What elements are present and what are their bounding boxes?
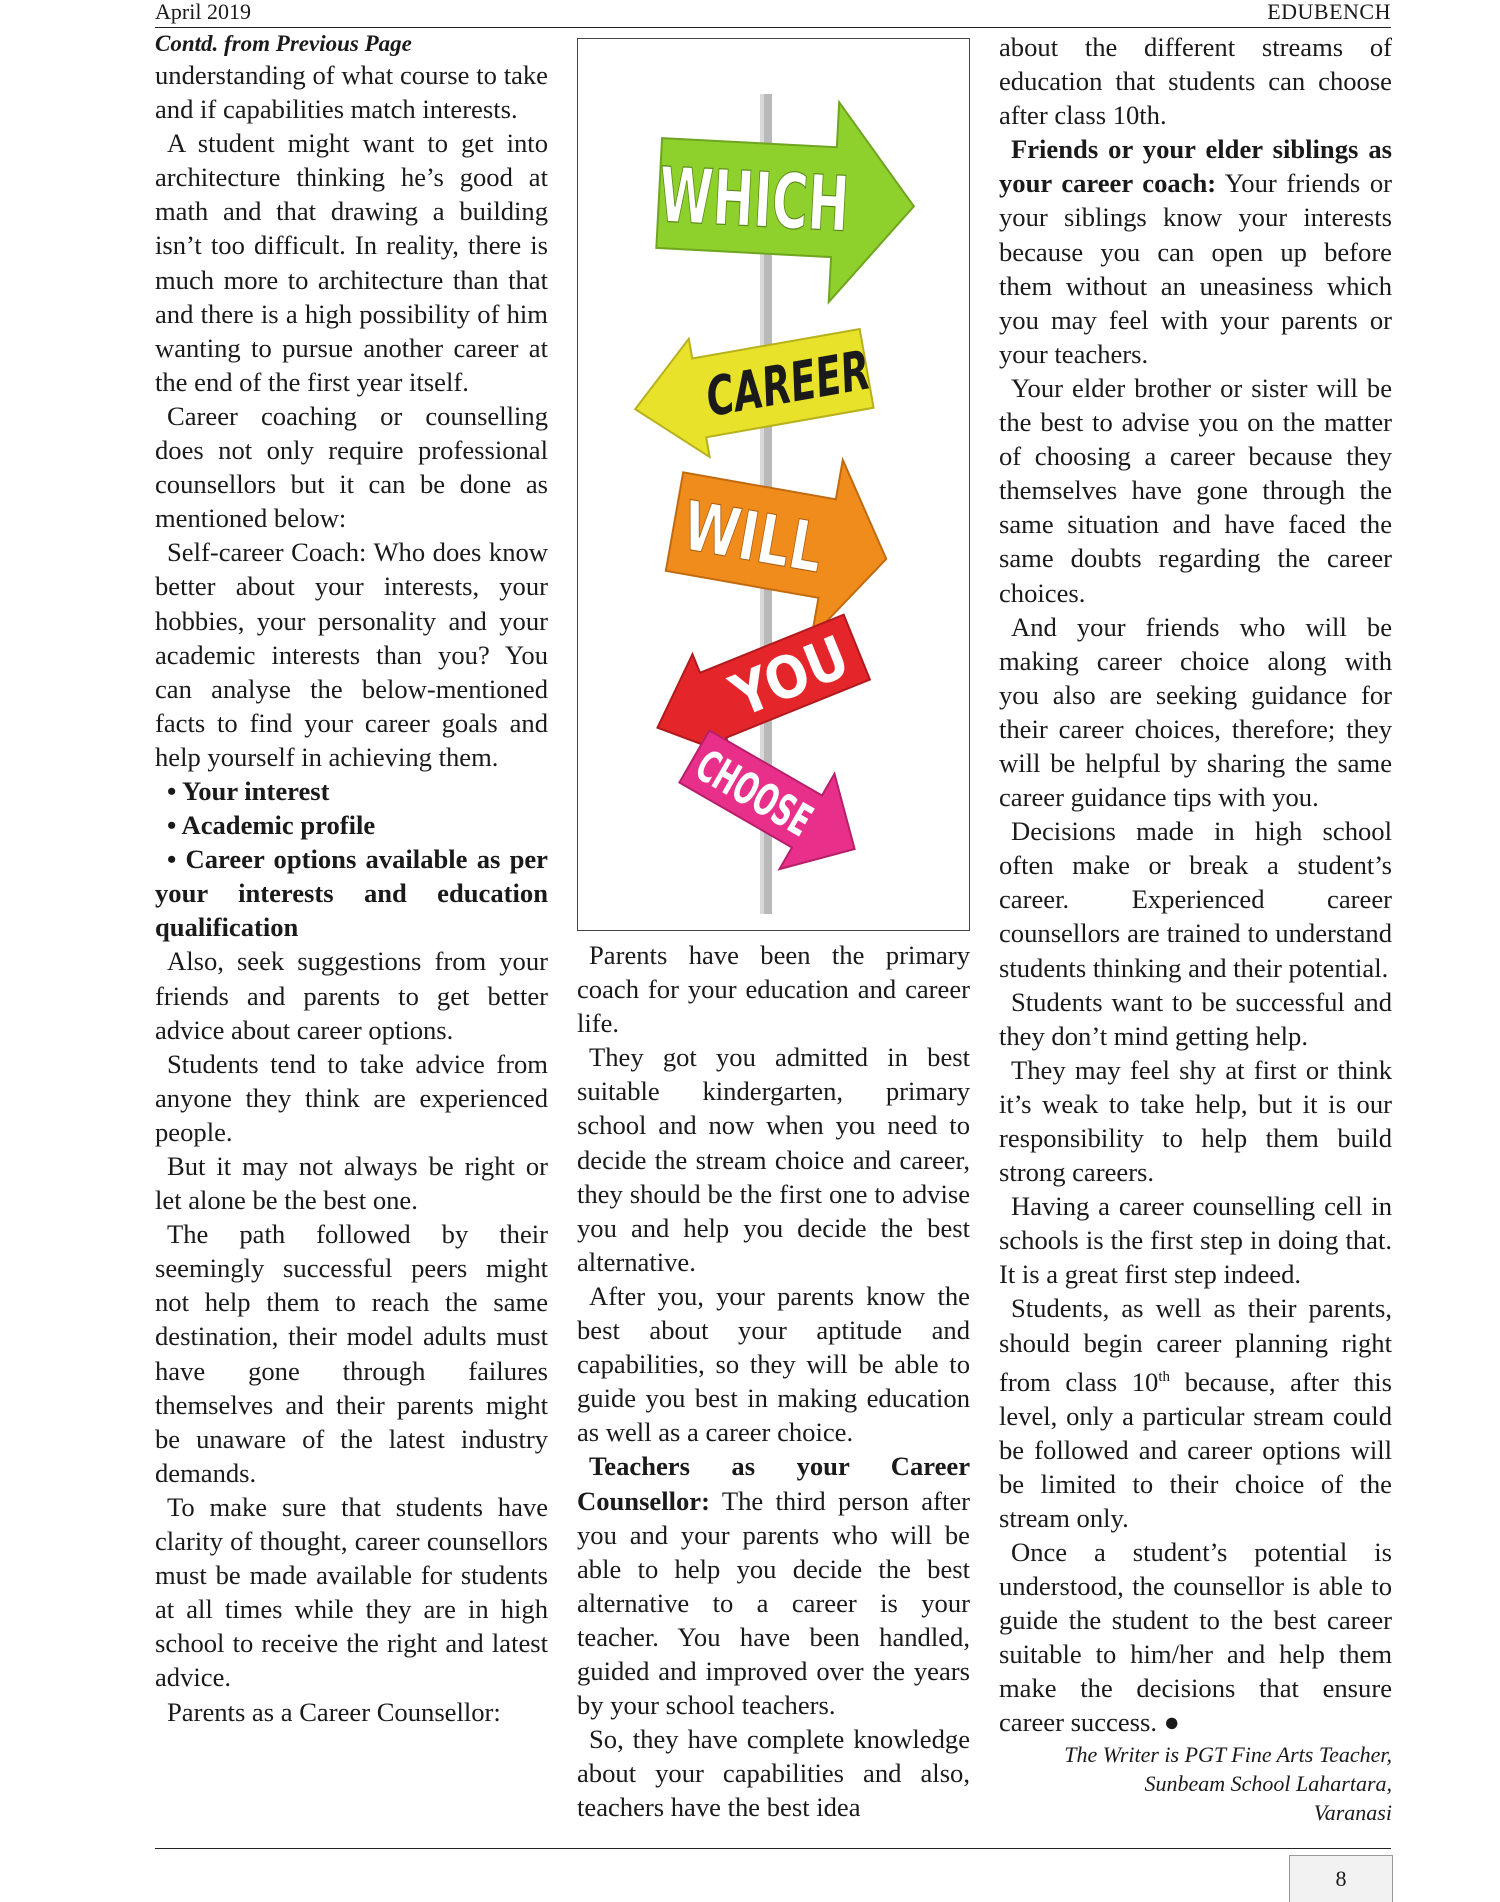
paragraph: A student might want to get into architecture thinking he’s good at math and that drawing a building isn’t too difficult. In reality, there is much more to architecture than that and there is a high possibility of him wanting to pursue another career at the end of the first year itself. <box>155 128 548 397</box>
section-heading: Teachers as your Career Counsellor: <box>577 1451 970 1516</box>
svg-text:CAREER: CAREER <box>701 325 948 430</box>
svg-text:WILL: WILL <box>677 486 875 598</box>
paragraph: understanding of what course to take and if capabilities match interests. <box>155 60 548 125</box>
paragraph: about the different streams of education that students can choose after class 10th. <box>999 32 1392 131</box>
page-number: 8 <box>1289 1855 1393 1902</box>
paragraph: Parents have been the primary coach for your education and career life. <box>577 940 970 1039</box>
paragraph: Students want to be successful and they don’t mind getting help. <box>999 986 1392 1051</box>
section-heading: Friends or your elder siblings as your career coach: <box>999 134 1392 199</box>
paragraph: The path followed by their seemingly successful peers might not help them to reach the same destination, their model adults must have gone through failures themselves and their parents might be unaware of the latest industry demands. <box>155 1219 548 1488</box>
writer-credit-line: Varanasi <box>1313 1799 1392 1825</box>
superscript: th <box>1158 1368 1171 1385</box>
paragraph-text: The third person after you and your parents who will be able to help you decide the best alternative to a career is your teacher. You have been handled, guided and improved over the years by your school teachers. <box>577 1485 970 1721</box>
paragraph: Students tend to take advice from anyone they think are experienced people. <box>155 1048 548 1147</box>
signpost-illustration <box>578 39 968 929</box>
writer-credit-line: The Writer is PGT Fine Arts Teacher, <box>1064 1741 1392 1767</box>
paragraph: Decisions made in high school often make or break a student’s career. Experienced career counsellors are trained to understand students thinking and their potential. <box>999 816 1392 983</box>
paragraph <box>999 1291 1392 1535</box>
paragraph: Also, seek suggestions from your friends and parents to get better advice about career options. <box>155 946 548 1045</box>
paragraph: Parents as a Career Counsellor: <box>167 1696 501 1727</box>
bullet-item: • Career options available as per your interests and education qualification <box>155 844 548 943</box>
svg-text:WHICH: WHICH <box>656 150 957 255</box>
paragraph: So, they have complete knowledge about your capabilities and also, teachers have the best idea <box>577 1724 970 1823</box>
continued-note: Contd. from Previous Page <box>155 31 412 56</box>
bullet-item: • Academic profile <box>167 810 376 841</box>
paragraph: Career coaching or counselling does not only require professional counsellors but it can be done as mentioned below: <box>155 400 548 534</box>
paragraph: But it may not always be right or let alone be the best one. <box>155 1151 548 1216</box>
column-2 <box>577 938 970 1824</box>
paragraph <box>999 132 1392 371</box>
footer-rule <box>155 1848 1391 1849</box>
will-sign <box>659 433 902 648</box>
paragraph: After you, your parents know the best about your aptitude and capabilities, so they will be able to guide you best in making education as well as a career choice. <box>577 1280 970 1448</box>
writer-credit-line: Sunbeam School Lahartara, <box>1144 1770 1392 1796</box>
you-sign <box>637 596 878 779</box>
column-1 <box>155 30 548 1729</box>
header-date: April 2019 <box>155 0 251 24</box>
paragraph: Self-career Coach: Who does know better about your interests, your hobbies, your personality and your academic interests than you? You can analyse the below-mentioned facts to find your career goals and help yourself in achieving them. <box>155 537 548 772</box>
paragraph: They got you admitted in best suitable kindergarten, primary school and now when you need to decide the stream choice and career, they should be the first one to advise you and help you decide the best alternative. <box>577 1042 970 1277</box>
paragraph: To make sure that students have clarity of thought, career counsellors must be made available for students at all times while they are in high school to receive the right and latest advice. <box>155 1491 548 1693</box>
career-signpost-image <box>577 38 970 931</box>
paragraph-text: Students, as well as their parents, should begin career planning right from class 10 <box>999 1293 1392 1397</box>
paragraph: Once a student’s potential is understood, the counsellor is able to guide the student to the best career suitable to him/her and help them make the decisions that ensure career success. ● <box>999 1536 1392 1738</box>
header-publication: EDUBENCH <box>1267 0 1391 24</box>
paragraph: They may feel shy at first or think it’s weak to take help, but it is our responsibility to help them build strong careers. <box>999 1054 1392 1188</box>
header-rule <box>155 27 1391 28</box>
column-3 <box>999 30 1392 1827</box>
svg-text:CHOOSE: CHOOSE <box>686 740 891 888</box>
paragraph-text: because, after this level, only a particular stream could be followed and career options will be limited to their choice of the stream only. <box>999 1366 1392 1533</box>
career-sign <box>625 309 948 468</box>
paragraph: Having a career counselling cell in schools is the first step in doing that. It is a great first step indeed. <box>999 1191 1392 1290</box>
bullet-item: • Your interest <box>167 775 330 806</box>
svg-text:YOU: YOU <box>721 616 874 731</box>
paragraph <box>577 1449 970 1722</box>
paragraph: Your elder brother or sister will be the best to advise you on the matter of choosing a career because they themselves have gone through the same situation and have faced the same doubts regarding the career choices. <box>999 372 1392 608</box>
paragraph: And your friends who will be making career choice along with you also are seeking guidance for their career choices, therefore; they will be helpful by sharing the same career guidance tips with you. <box>999 611 1392 813</box>
paragraph-text: Your friends or your siblings know your interests because you can open up before them without an uneasiness which you may feel with your parents or your teachers. <box>999 168 1392 369</box>
which-sign <box>654 93 957 306</box>
